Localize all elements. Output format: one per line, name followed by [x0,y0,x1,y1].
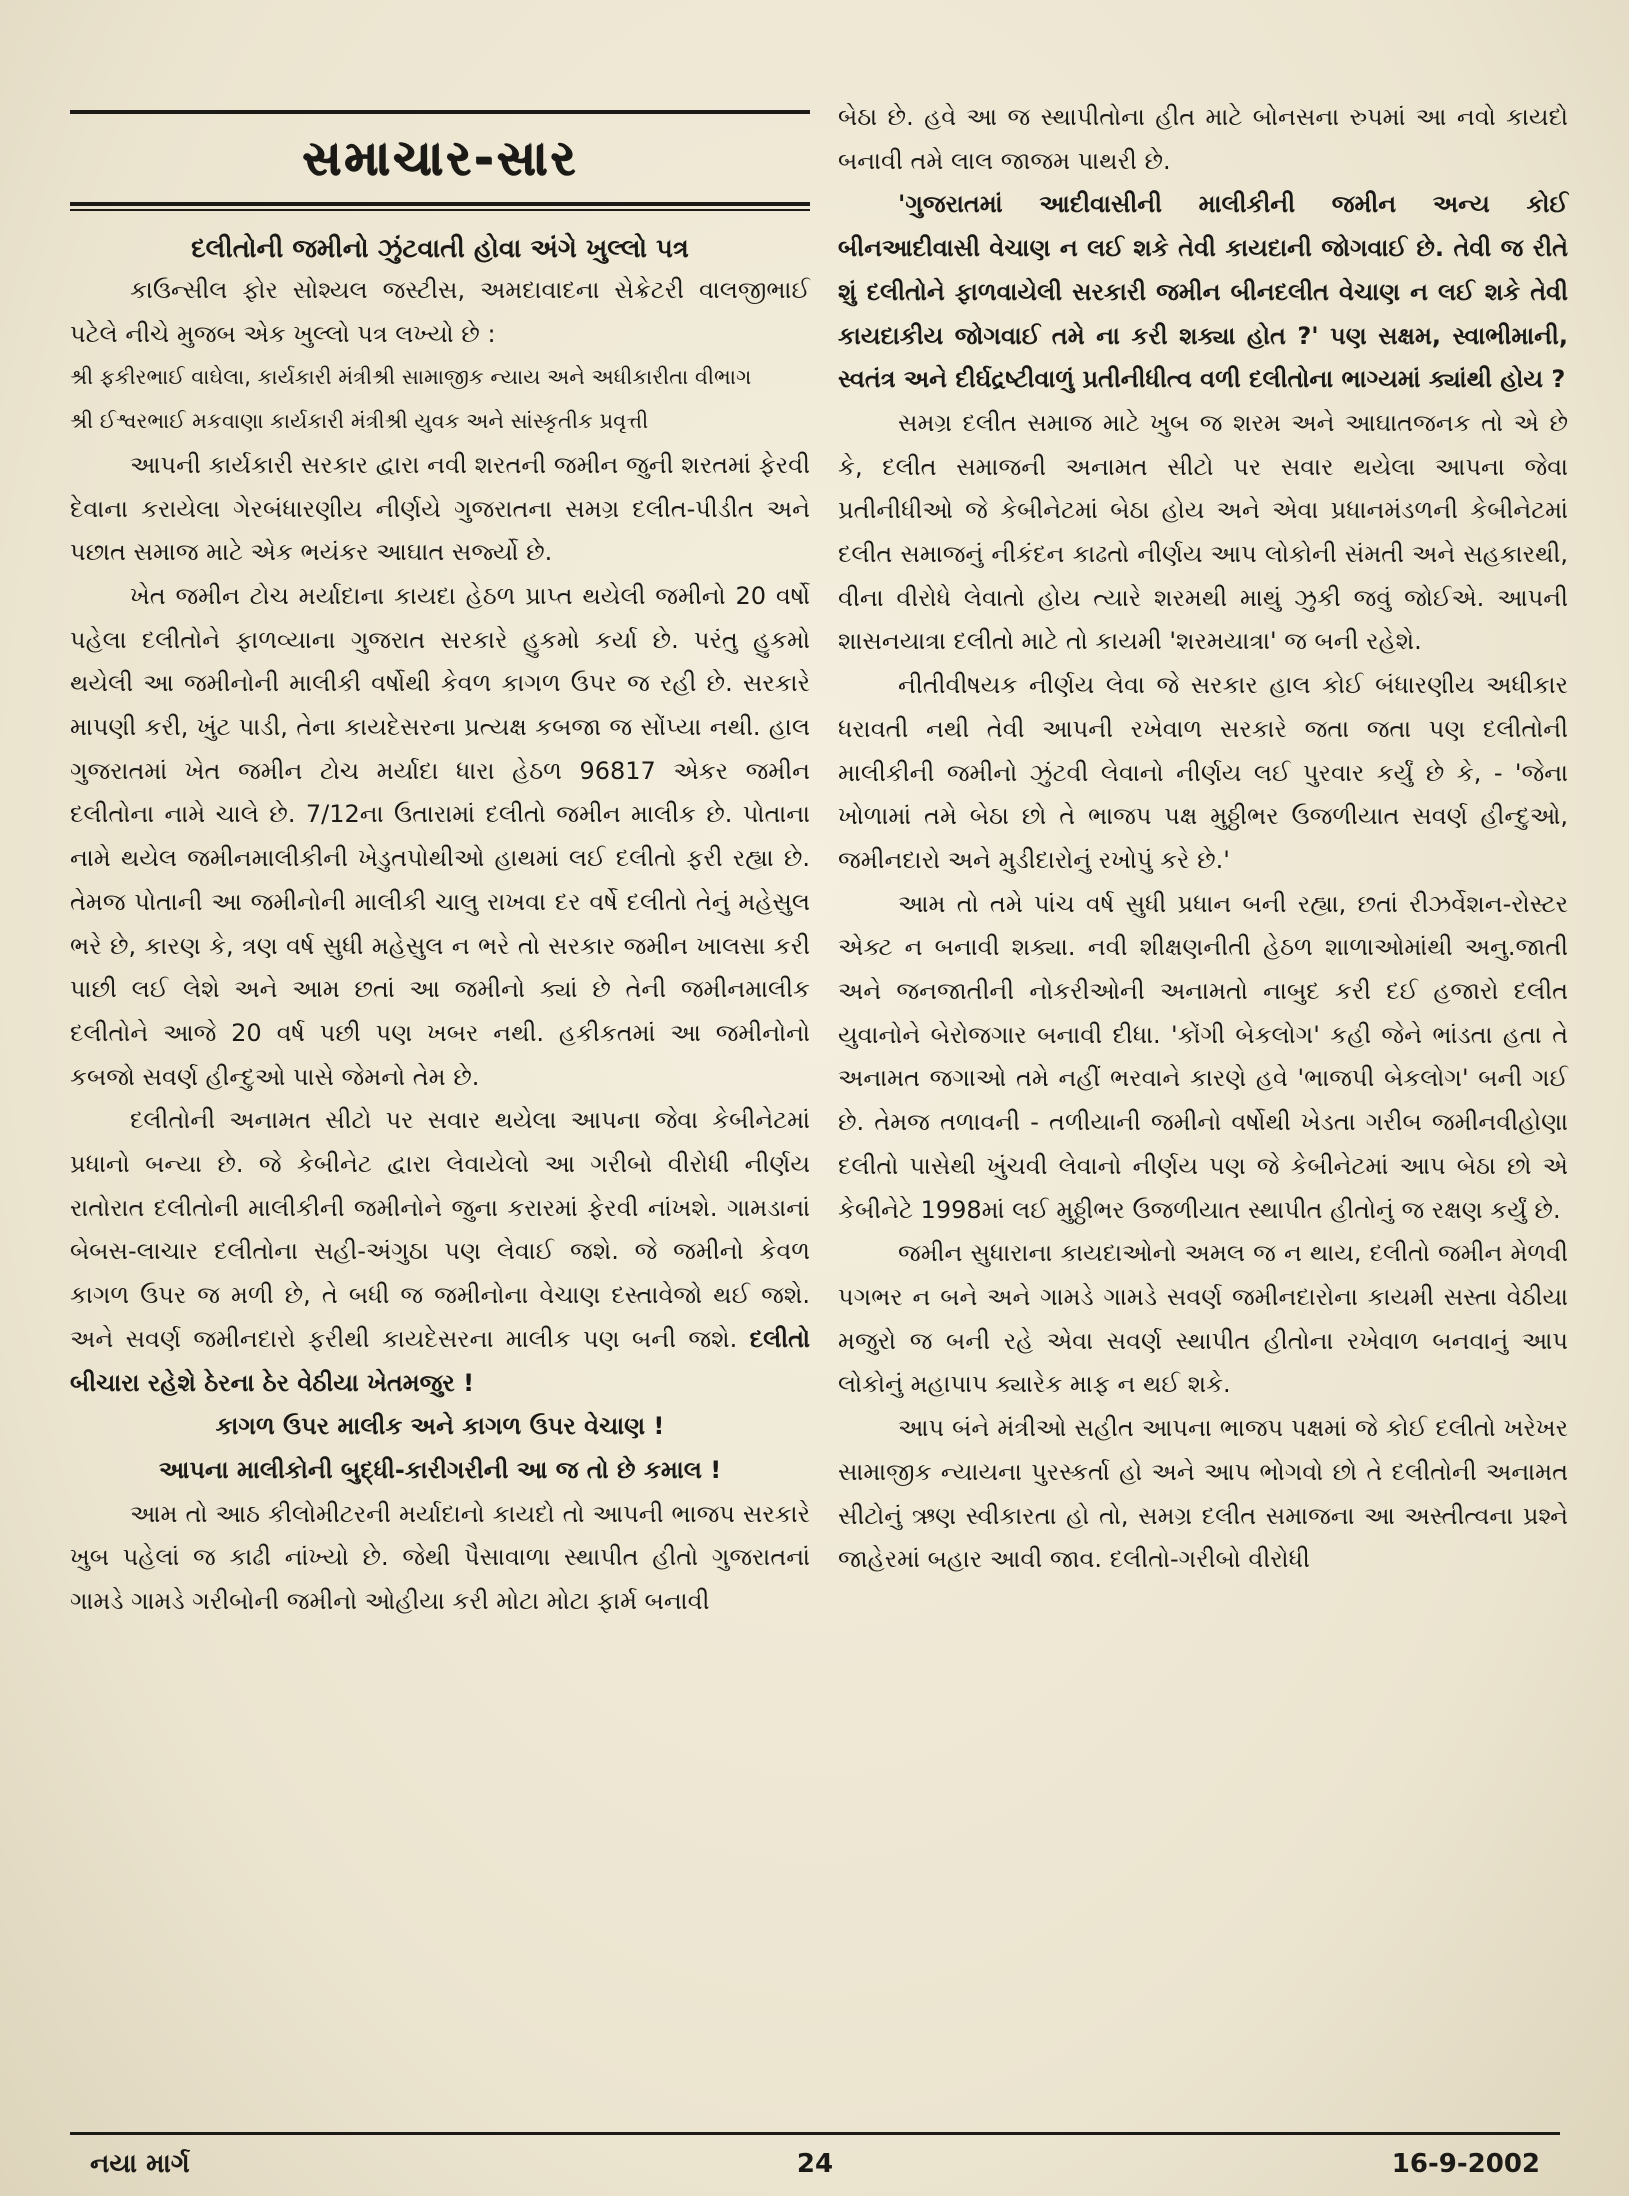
paragraph-text: દલીતોની અનામત સીટો પર સવાર થયેલા આપના જેવા કેબીનેટમાં પ્રધાનો બન્યા છે. જે કેબીનેટ દ્વારા લેવાયેલો આ ગરીબો વીરોધી નીર્ણય રાતોરાત દલીતોની માલીકીની જમીનોને જુના કરારમાં ફેરવી નાંખશે. ગામડાનાં બેબસ-લાચાર દલીતોના સહી-અંગુઠા પણ લેવાઈ જશે. જે જમીનો કેવળ કાગળ ઉપર જ મળી છે, તે બધી જ જમીનોના વેચાણ દસ્તાવેજો થઈ જશે. અને સવર્ણ જમીનદારો ફરીથી કાયદેસરના માલીક પણ બની જશે. [70,1106,810,1353]
paragraph: જમીન સુધારાના કાયદાઓનો અમલ જ ન થાય, દલીતો જમીન મેળવી પગભર ન બને અને ગામડે ગામડે સવર્ણ જમીનદારોના કાયમી સસ્તા વેઠીયા મજુરો જ બની રહે એવા સવર્ણ સ્થાપીત હીતોના રખેવાળ બનવાનું આપ લોકોનું મહાપાપ ક્યારેક માફ ન થઈ શકે. [838,1239,1568,1399]
top-rule [70,110,810,114]
paragraph-intro: કાઉન્સીલ ફોર સોશ્યલ જસ્ટીસ, અમદાવાદના સેક્રેટરી વાલજીભાઈ પટેલે નીચે મુજબ એક ખુલ્લો પત્ર લખ્યો છે : [70,276,810,348]
bold-line: કાગળ ઉપર માલીક અને કાગળ ઉપર વેચાણ ! [215,1412,665,1441]
paragraph: ખેત જમીન ટોચ મર્યાદાના કાયદા હેઠળ પ્રાપ્ત થયેલી જમીનો 20 વર્ષો પહેલા દલીતોને ફાળવ્યાના ગુજરાત સરકારે હુકમો કર્યા છે. પરંતુ હુકમો થયેલી આ જમીનોની માલીકી વર્ષોથી કેવળ કાગળ ઉપર જ રહી છે. સરકારે માપણી કરી, ખુંટ પાડી, તેના કાયદેસરના પ્રત્યક્ષ કબજા જ સોંપ્યા નથી. હાલ ગુજરાતમાં ખેત જમીન ટોચ મર્યાદા ધારા હેઠળ 96817 એકર જમીન દલીતોના નામે ચાલે છે. 7/12ના ઉતારામાં દલીતો જમીન માલીક છે. પોતાના નામે થયેલ જમીનમાલીકીની ખેડુતપોથીઓ હાથમાં લઈ દલીતો ફરી રહ્યા છે. તેમજ પોતાની આ જમીનોની માલીકી ચાલુ રાખવા દર વર્ષે દલીતો તેનું મહેસુલ ભરે છે, કારણ કે, ત્રણ વર્ષ સુધી મહેસુલ ન ભરે તો સરકાર જમીન ખાલસા કરી પાછી લઈ લેશે અને આમ છતાં આ જમીનો ક્યાં છે તેની જમીનમાલીક દલીતોને આજે 20 વર્ષ પછી પણ ખબર નથી. હકીકતમાં આ જમીનોનો કબજો સવર્ણ હીન્દુઓ પાસે જેમનો તેમ છે. [70,581,810,1091]
paragraph: આમ તો તમે પાંચ વર્ષ સુધી પ્રધાન બની રહ્યા, છતાં રીઝર્વેશન-રોસ્ટર એક્ટ ન બનાવી શક્યા. નવી શીક્ષણનીતી હેઠળ શાળાઓમાંથી અનુ.જાતી અને જનજાતીની નોકરીઓની અનામતો નાબુદ કરી દઈ હજારો દલીત યુવાનોને બેરોજગાર બનાવી દીધા. 'કોંગી બેકલોગ' કહી જેને ભાંડતા હતા તે અનામત જગાઓ તમે નહીં ભરવાને કારણે હવે 'ભાજપી બેકલોગ' બની ગઈ છે. તેમજ તળાવની - તળીયાની જમીનો વર્ષોથી ખેડતા ગરીબ જમીનવીહોણા દલીતો પાસેથી ખુંચવી લેવાનો નીર્ણય પણ જે કેબીનેટમાં આપ બેઠા છો એ કેબીનેટે 1998માં લઈ મુઠ્ઠીભર ઉજળીયાત સ્થાપીત હીતોનું જ રક્ષણ કર્યું છે. [838,889,1568,1224]
section-title: સમાચાર-સાર [302,130,578,186]
paragraph [70,1099,810,1405]
article-title: દલીતોની જમીનો ઝુંટવાતી હોવા અંગે ખુલ્લો પત્ર [191,234,689,264]
addressee-1: શ્રી ફકીરભાઈ વાઘેલા, કાર્યકારી મંત્રીશ્રી સામાજીક ન્યાય અને અધીકારીતા વીભાગ [70,365,752,390]
section-rule [70,202,810,206]
publication-name: નયા માર્ગ [90,2149,190,2179]
paragraph-continued: બેઠા છે. હવે આ જ સ્થાપીતોના હીત માટે બોનસના રુપમાં આ નવો કાયદો બનાવી તમે લાલ જાજમ પાથરી છે. [838,103,1568,175]
paragraph: નીતીવીષયક નીર્ણય લેવા જે સરકાર હાલ કોઈ બંધારણીય અધીકાર ધરાવતી નથી તેવી આપની રખેવાળ સરકારે જતા જતા પણ દલીતોની માલીકીની જમીનો ઝુંટવી લેવાનો નીર્ણય લઈ પુરવાર કર્યું છે કે, - 'જેના ખોળામાં તમે બેઠા છો તે ભાજપ પક્ષ મુઠ્ઠીભર ઉજળીયાત સવર્ણ હીન્દુઓ, જમીનદારો અને મુડીદારોનું રખોપું કરે છે.' [838,671,1568,874]
section-rule-thin [70,209,810,211]
right-column [838,96,1568,1582]
page-number: 24 [796,2149,834,2179]
paragraph: સમગ્ર દલીત સમાજ માટે ખુબ જ શરમ અને આઘાતજનક તો એ છે કે, દલીત સમાજની અનામત સીટો પર સવાર થયેલા આપના જેવા પ્રતીનીધીઓ જે કેબીનેટમાં બેઠા હોય અને એવા પ્રધાનમંડળની કેબીનેટમાં દલીત સમાજનું નીકંદન કાઢતો નીર્ણય આપ લોકોની સંમતી અને સહકારથી, વીના વીરોધે લેવાતો હોય ત્યારે શરમથી માથું ઝુકી જવું જોઈએ. આપની શાસનયાત્રા દલીતો માટે તો કાયમી 'શરમયાત્રા' જ બની રહેશે. [838,408,1568,656]
issue-date: 16-9-2002 [1391,2149,1540,2179]
paragraph: આપની કાર્યકારી સરકાર દ્વારા નવી શરતની જમીન જુની શરતમાં ફેરવી દેવાના કરાયેલા ગેરબંધારણીય નીર્ણયે ગુજરાતના સમગ્ર દલીત-પીડીત અને પછાત સમાજ માટે એક ભયંકર આઘાત સર્જ્યો છે. [70,450,810,567]
paragraph: આપ બંને મંત્રીઓ સહીત આપના ભાજપ પક્ષમાં જે કોઈ દલીતો ખરેખર સામાજીક ન્યાયના પુરસ્કર્તા હો અને આપ ભોગવો છો તે દલીતોની અનામત સીટોનું ઋણ સ્વીકારતા હો તો, સમગ્ર દલીત સમાજના આ અસ્તીત્વના પ્રશ્ને જાહેરમાં બહાર આવી જાવ. દલીતો-ગરીબો વીરોધી [838,1414,1568,1574]
bold-tail: દલીતો બીચારા રહેશે ઠેરના ઠેર વેઠીયા ખેતમજુર ! [70,1324,810,1397]
bold-paragraph: 'ગુજરાતમાં આદીવાસીની માલીકીની જમીન અન્ય કોઈ બીનઆદીવાસી વેચાણ ન લઈ શકે તેવી કાયદાની જોગવાઈ છે. તેવી જ રીતે શું દલીતોને ફાળવાયેલી સરકારી જમીન બીનદલીત વેચાણ ન લઈ શકે તેવી કાયદાકીય જોગવાઈ તમે ના કરી શક્યા હોત ?' પણ સક્ષમ, સ્વાભીમાની, સ્વતંત્ર અને દીર્ઘદ્રષ્ટીવાળું પ્રતીનીધીત્વ વળી દલીતોના ભાગ્યમાં ક્યાંથી હોય ? [838,190,1568,394]
addressee-2: શ્રી ઈશ્વરભાઈ મકવાણા કાર્યકારી મંત્રીશ્રી યુવક અને સાંસ્કૃતીક પ્રવૃત્તી [70,409,649,434]
left-column [70,80,810,1624]
paragraph: આમ તો આઠ કીલોમીટરની મર્યાદાનો કાયદો તો આપની ભાજપ સરકારે ખુબ પહેલાં જ કાઢી નાંખ્યો છે. જેથી પૈસાવાળા સ્થાપીત હીતો ગુજરાતનાં ગામડે ગામડે ગરીબોની જમીનો ઓહીયા કરી મોટા મોટા ફાર્મ બનાવી [70,1499,810,1616]
bold-line: આપના માલીકોની બુદ્ધી-કારીગરીની આ જ તો છે કમાલ ! [158,1455,722,1484]
page-footer [70,2132,1560,2181]
